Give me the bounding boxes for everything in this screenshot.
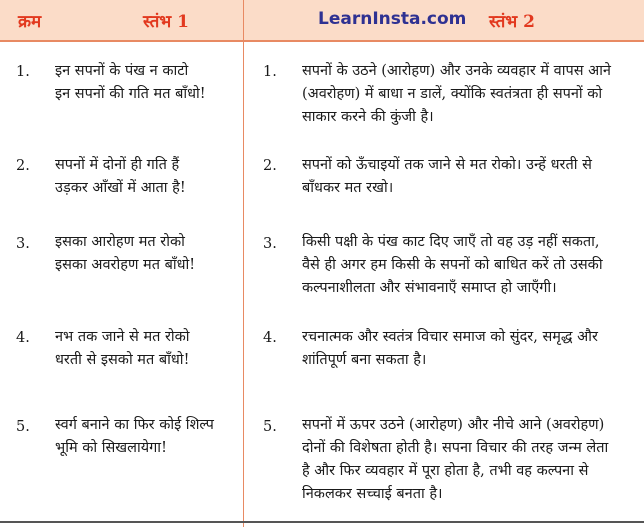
row-number-col1: 4.	[16, 330, 30, 346]
col2-text	[302, 60, 611, 129]
header-serial: क्रम	[18, 12, 42, 32]
row-number-col1: 3.	[16, 236, 30, 252]
text-line: इन सपनों के पंख न काटो	[55, 63, 189, 79]
text-line: निकलकर सच्चाई बनता है।	[302, 486, 443, 502]
text-line: इसका आरोहण मत रोको	[55, 234, 185, 250]
text-line: है और फिर व्यवहार में पूरा होता है, तभी वह कल्पना से	[302, 463, 589, 479]
text-line: रचनात्मक और स्वतंत्र विचार समाज को सुंदर, समृद्ध और	[302, 329, 598, 345]
row-number-col2: 4.	[263, 330, 277, 346]
text-line: नभ तक जाने से मत रोको	[55, 329, 190, 345]
row-number-col2: 1.	[263, 64, 277, 80]
row-number-col2: 2.	[263, 158, 277, 174]
text-line: इन सपनों की गति मत बाँधो!	[55, 86, 206, 102]
row-number-col1: 5.	[16, 419, 30, 435]
col1-text	[55, 326, 190, 372]
row-number-col1: 1.	[16, 64, 30, 80]
text-line: साकार करने की कुंजी है।	[302, 109, 434, 125]
row-number-col2: 3.	[263, 236, 277, 252]
text-line: सपनों के उठने (आरोहण) और उनके व्यवहार में वापस आने	[302, 63, 611, 79]
text-line: स्वर्ग बनाने का फिर कोई शिल्प	[55, 417, 214, 433]
header-column-2: स्तंभ 2	[489, 12, 536, 32]
col2-text	[302, 326, 598, 372]
text-line: सपनों में दोनों ही गति हैं	[55, 157, 180, 173]
col1-text	[55, 60, 206, 106]
col1-text	[55, 231, 195, 277]
text-line: उड़कर आँखों में आता है!	[55, 180, 186, 196]
col1-text	[55, 154, 186, 200]
text-line: धरती से इसको मत बाँधो!	[55, 352, 190, 368]
row-number-col2: 5.	[263, 419, 277, 435]
text-line: बाँधकर मत रखो।	[302, 180, 394, 196]
text-line: दोनों की विशेषता होती है। सपना विचार की तरह जन्म लेता	[302, 440, 609, 456]
text-line: सपनों को ऊँचाइयों तक जाने से मत रोको। उन्हें धरती से	[302, 157, 592, 173]
text-line: कल्पनाशीलता और संभावनाएँ समाप्त हो जाएँगी।	[302, 280, 557, 296]
text-line: वैसे ही अगर हम किसी के सपनों को बाधित करें तो उसकी	[302, 257, 603, 273]
text-line: किसी पक्षी के पंख काट दिए जाएँ तो वह उड़ नहीं सकता,	[302, 234, 600, 250]
column-divider	[243, 0, 244, 527]
text-line: इसका अवरोहण मत बाँधो!	[55, 257, 196, 273]
text-line: सपनों में ऊपर उठने (आरोहण) और नीचे आने (अवरोहण)	[302, 417, 605, 433]
brand-watermark: LearnInsta.com	[318, 9, 467, 29]
table-bottom-border	[0, 521, 644, 523]
col2-text	[302, 154, 592, 200]
row-number-col1: 2.	[16, 158, 30, 174]
col2-text	[302, 231, 603, 300]
header-column-1: स्तंभ 1	[143, 12, 190, 32]
col2-text	[302, 414, 608, 506]
text-line: भूमि को सिखलायेगा!	[55, 440, 167, 456]
text-line: (अवरोहण) में बाधा न डालें, क्योंकि स्वतंत्रता ही सपनों को	[302, 86, 603, 102]
col1-text	[55, 414, 214, 460]
table-header	[0, 0, 644, 42]
text-line: शांतिपूर्ण बना सकता है।	[302, 352, 427, 368]
